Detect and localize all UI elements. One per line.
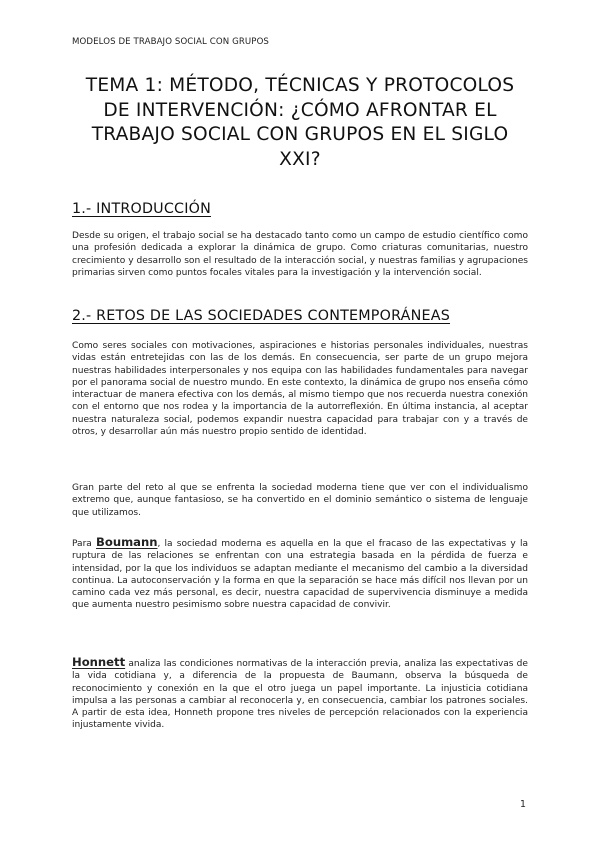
paragraph-retos-1: Como seres sociales con motivaciones, aspiraciones e historias personales individuales, nuestras vidas están entretejidas con las de los demás. En consecuencia, ser parte de un grupo mejora nuestras habilidades interpersonales y nos equipa con las habilidades fundamentales para navegar por el panorama social de nuestro mundo. En este contexto, la dinámica de grupo nos enseña cómo interactuar de manera efectiva con los demás, al mismo tiempo que nos recuerda nuestra conexión con el entorno que nos rodea y la importancia de la autorreflexión. En última instancia, al aceptar nuestra naturaleza social, podemos expandir nuestra capacidad para trabajar con y a través de otros, y desarrollar aún más nuestro propio sentido de identidad. [72,341,528,437]
section-heading-introduccion: 1.- INTRODUCCIÓN [72,201,211,217]
author-name-bauman: Boumann [96,535,158,549]
section-heading-retos: 2.- RETOS DE LAS SOCIEDADES CONTEMPORÁNEAS [72,308,450,324]
paragraph-bauman [72,536,528,612]
document-title: TEMA 1: MÉTODO, TÉCNICAS Y PROTOCOLOS DE INTERVENCIÓN: ¿CÓMO AFRONTAR EL TRABAJO SOCIAL CON GRUPOS EN EL SIGLO XXI? [85,75,515,170]
paragraph-retos-2: Gran parte del reto al que se enfrenta la sociedad moderna tiene que ver con el individualismo extremo que, aunque fantasioso, se ha convertido en el dominio semántico o sistema de lenguaje que utilizamos. [72,483,528,518]
running-header: MODELOS DE TRABAJO SOCIAL CON GRUPOS [72,37,269,47]
paragraph-introduccion: Desde su origen, el trabajo social se ha destacado tanto como un campo de estudio científico como una profesión dedicada a explorar la dinámica de grupo. Como criaturas comunitarias, nuestro crecimiento y desarrollo son el resultado de la interacción social, y nuestras familias y agrupaciones primarias sirven como puntos focales vitales para la investigación y la intervención social. [72,231,528,278]
honneth-body-text: analiza las condiciones normativas de la interacción previa, analiza las expectativas de la vida cotidiana y, a diferencia de la propuesta de Baumann, observa la búsqueda de reconocimiento y conexión en la que el otro juega un papel importante. La injusticia cotidiana impulsa a las personas a cambiar al reconocerla y, en consecuencia, cambiar los patrones sociales. A partir de esta idea, Honneth propone tres niveles de percepción relacionados con la experiencia injustamente vivida. [72,659,528,731]
bauman-pre-text: Para [72,539,97,549]
bauman-body-text: , la sociedad moderna es aquella en la que el fracaso de las expectativas y la ruptura de las relaciones se enfrentan con una estrategia basada en la pérdida de fuerza e intensidad, por la que los individuos se adaptan mediante el mecanismo del cambio a la diversidad continua. La autoconservación y la forma en que la separación se hace más difícil nos llevan por un camino cada vez más personal, es decir, nuestra capacidad de supervivencia disminuye a medida que aumenta nuestro pesimismo sobre nuestra capacidad de convivir. [72,539,528,611]
page-number: 1 [520,799,526,810]
paragraph-honneth [72,656,528,732]
author-name-honneth: Honnett [72,655,126,669]
